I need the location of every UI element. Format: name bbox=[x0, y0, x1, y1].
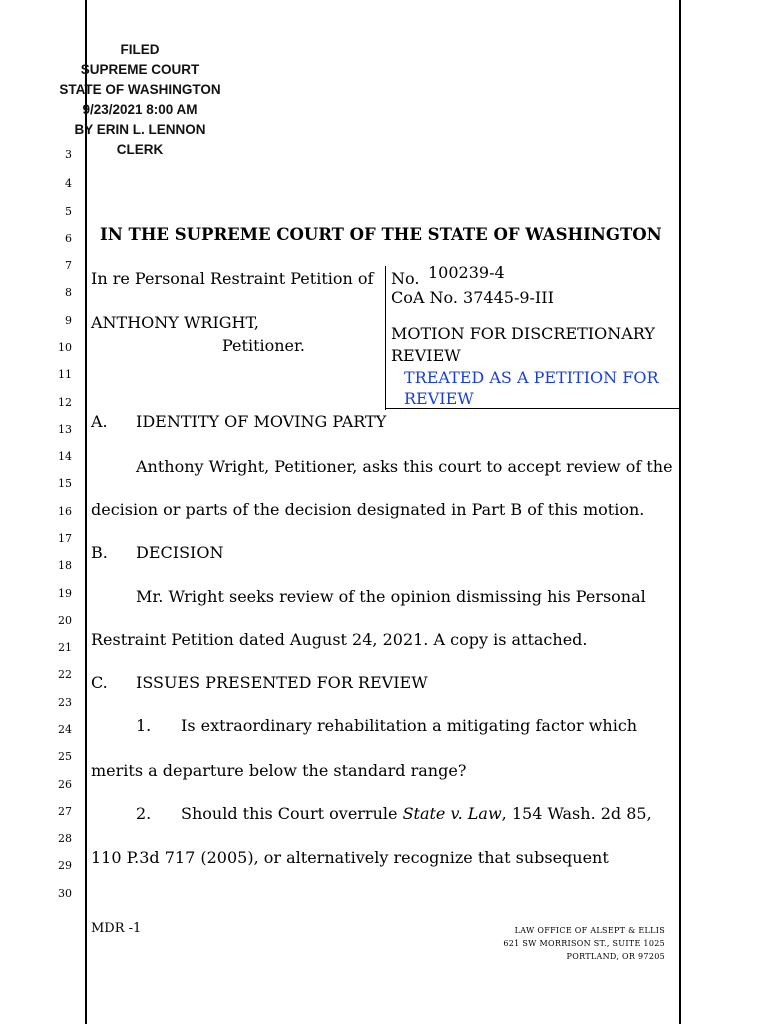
line-number: 11 bbox=[58, 368, 72, 381]
line-number: 28 bbox=[58, 832, 72, 845]
line-number: 10 bbox=[58, 341, 72, 354]
line-number: 12 bbox=[58, 396, 72, 409]
line-number: 15 bbox=[58, 477, 72, 490]
case-citation-italic: State v. Law bbox=[402, 804, 502, 823]
filing-stamp bbox=[40, 40, 240, 160]
line-number: 3 bbox=[65, 148, 72, 161]
line-number: 21 bbox=[58, 641, 72, 654]
section-b-paragraph-line2: Restraint Petition dated August 24, 2021. A copy is attached. bbox=[91, 630, 588, 649]
line-number: 16 bbox=[58, 505, 72, 518]
line-number: 14 bbox=[58, 450, 72, 463]
footer-page-label: MDR -1 bbox=[91, 921, 142, 936]
line-number: 29 bbox=[58, 859, 72, 872]
motion-title-line1: MOTION FOR DISCRETIONARY bbox=[391, 324, 655, 343]
right-margin-rule bbox=[679, 0, 681, 1024]
stamp-line-date: 9/23/2021 8:00 AM bbox=[82, 102, 198, 117]
section-c-heading: ISSUES PRESENTED FOR REVIEW bbox=[136, 673, 428, 692]
line-number: 19 bbox=[58, 587, 72, 600]
issue-2-number: 2. bbox=[136, 804, 152, 823]
footer-address-street: 621 SW MORRISON ST., SUITE 1025 bbox=[503, 939, 665, 948]
line-number: 30 bbox=[58, 887, 72, 900]
line-number: 5 bbox=[65, 205, 72, 218]
stamp-line-court: SUPREME COURT bbox=[80, 62, 200, 77]
line-number: 8 bbox=[65, 286, 72, 299]
issue-1-number: 1. bbox=[136, 716, 152, 735]
in-re-line: In re Personal Restraint Petition of bbox=[91, 269, 374, 288]
issue-2-line1 bbox=[181, 804, 652, 823]
issue-2-line2: 110 P.3d 717 (2005), or alternatively recognize that subsequent bbox=[91, 848, 609, 867]
section-a-heading: IDENTITY OF MOVING PARTY bbox=[136, 412, 387, 431]
motion-title-line2: REVIEW bbox=[391, 346, 461, 365]
line-number: 24 bbox=[58, 723, 72, 736]
issue-1-line2: merits a departure below the standard range? bbox=[91, 761, 467, 780]
issue-2-text-post: , 154 Wash. 2d 85, bbox=[501, 804, 652, 823]
section-b-letter: B. bbox=[91, 543, 108, 562]
section-b-heading: DECISION bbox=[136, 543, 224, 562]
stamp-line-state: STATE OF WASHINGTON bbox=[59, 82, 221, 97]
section-a-paragraph-line1: Anthony Wright, Petitioner, asks this court to accept review of the bbox=[136, 457, 673, 476]
treated-annotation-line2: REVIEW bbox=[404, 389, 474, 408]
section-a-paragraph-line2: decision or parts of the decision designated in Part B of this motion. bbox=[91, 500, 645, 519]
caption-horizontal-divider bbox=[385, 408, 680, 409]
issue-2-text-pre: Should this Court overrule bbox=[181, 804, 403, 823]
line-number: 26 bbox=[58, 778, 72, 791]
line-number: 27 bbox=[58, 805, 72, 818]
stamp-line-clerk: CLERK bbox=[116, 142, 164, 157]
case-number-value: 100239-4 bbox=[428, 263, 505, 282]
caption-vertical-divider bbox=[385, 266, 386, 410]
line-number: 25 bbox=[58, 750, 72, 763]
line-number: 7 bbox=[65, 259, 72, 272]
court-title: IN THE SUPREME COURT OF THE STATE OF WASHINGTON bbox=[100, 225, 662, 244]
line-number: 17 bbox=[58, 532, 72, 545]
treated-annotation-line1: TREATED AS A PETITION FOR bbox=[404, 368, 659, 387]
section-c-letter: C. bbox=[91, 673, 108, 692]
footer-address-city: PORTLAND, OR 97205 bbox=[566, 952, 665, 961]
footer-firm-name: LAW OFFICE OF ALSEPT & ELLIS bbox=[514, 926, 665, 935]
section-a-letter: A. bbox=[91, 412, 108, 431]
footer-firm-block bbox=[420, 924, 665, 963]
line-number: 18 bbox=[58, 559, 72, 572]
party-name: ANTHONY WRIGHT, bbox=[91, 313, 259, 332]
stamp-line-by: BY ERIN L. LENNON bbox=[74, 122, 206, 137]
line-number: 9 bbox=[65, 314, 72, 327]
line-number: 4 bbox=[65, 177, 72, 190]
issue-1-line1: Is extraordinary rehabilitation a mitigating factor which bbox=[181, 716, 638, 735]
section-b-paragraph-line1: Mr. Wright seeks review of the opinion dismissing his Personal bbox=[136, 587, 646, 606]
line-number: 23 bbox=[58, 696, 72, 709]
line-number: 20 bbox=[58, 614, 72, 627]
line-number: 6 bbox=[65, 232, 72, 245]
party-role: Petitioner. bbox=[222, 336, 305, 355]
line-number: 13 bbox=[58, 423, 72, 436]
stamp-line-filed: FILED bbox=[120, 42, 160, 57]
line-number: 22 bbox=[58, 668, 72, 681]
coa-number: CoA No. 37445-9-III bbox=[391, 288, 554, 307]
case-number-label: No. bbox=[391, 269, 420, 288]
